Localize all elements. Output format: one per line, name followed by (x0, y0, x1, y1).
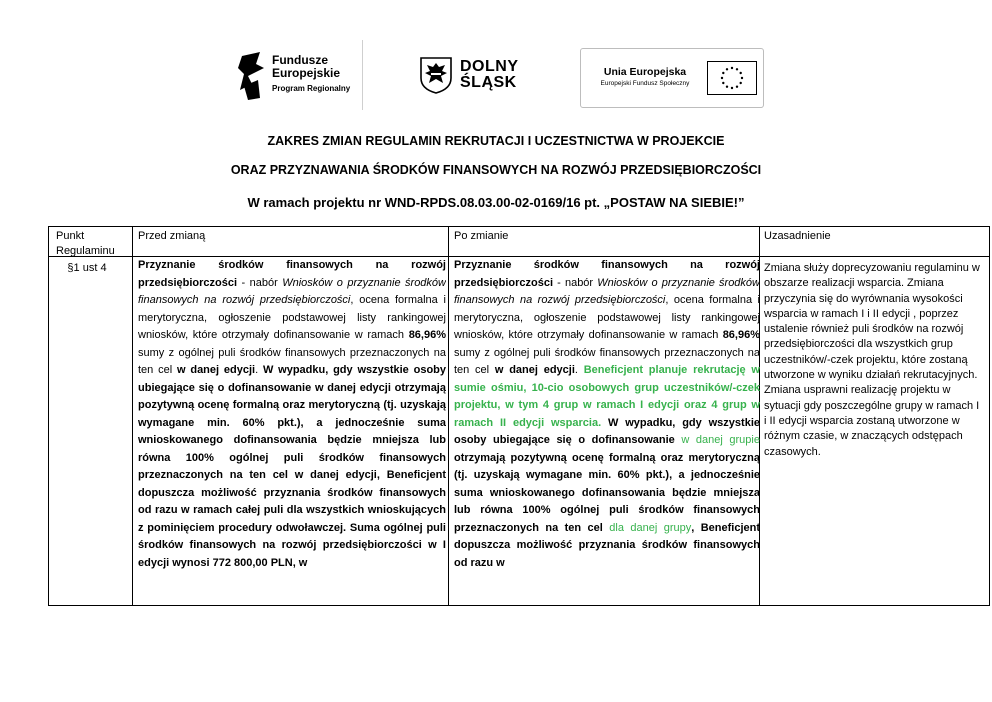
header-after: Po zmianie (454, 230, 509, 242)
row-punkt: §1 ust 4 (67, 262, 107, 274)
dolny-slask-logo (420, 56, 532, 96)
eu-line1: Unia Europejska (603, 66, 687, 78)
before-segment: W wypadku, gdy wszystkie osoby ubiegające się o dofinansowanie w danej edycji otrzymają pozytywną ocenę formalną oraz merytoryczną (tj. uzyskają wymagane min. 60% pkt.), a jednocześnie suma wnioskowanego dofinansowania będzie mniejsza lub równa 100% ogólnej puli środków finansowych przeznaczonych na ten cel w danej edycji, Beneficjent dopuszcza możliwość przyznania środków finansowych od razu w ramach całej puli dla wszystkich wnioskujących z pominięciem procedury odwoławczej. Suma ogólnej puli środków finansowych na rozwój przedsiębiorczości w I edycji wynosi 772 800,00 PLN, w (138, 364, 446, 569)
before-segment: sumy z ogólnej puli środków finansowych przeznaczonych na ten cel (138, 346, 446, 376)
after-segment: 86,96% (722, 329, 760, 341)
document-subtitle: ORAZ PRZYZNAWANIA ŚRODKÓW FINANSOWYCH NA ROZWÓJ PRZEDSIĘBIORCZOŚCI (230, 163, 762, 177)
logo-bar (0, 40, 992, 112)
after-segment: w danej grupie (681, 434, 760, 446)
eagle-crest-icon (420, 56, 452, 94)
header-before: Przed zmianą (138, 230, 206, 242)
column-divider-1 (132, 226, 133, 606)
project-line: W ramach projektu nr WND-RPDS.08.03.00-02-0169/16 pt. „POSTAW NA SIEBIE!” (247, 195, 745, 210)
fe-line3: Program Regionalny (272, 84, 351, 93)
fundusze-europejskie-icon (238, 50, 266, 100)
changes-table (48, 226, 990, 608)
header-punkt: Punkt Regulaminu (56, 230, 115, 257)
table-border-top (48, 226, 990, 227)
ds-line2: ŚLĄSK (460, 74, 517, 91)
before-segment: Przyznanie środków finansowych na rozwój przedsiębiorczości (138, 259, 446, 289)
before-change-text (138, 257, 446, 605)
eu-flag-icon (707, 61, 757, 95)
after-segment: Przyznanie środków finansowych na rozwój przedsiębiorczości (454, 259, 760, 289)
before-segment: . (255, 364, 263, 376)
before-segment: - nabór (237, 276, 283, 289)
after-segment: W wypadku, gdy wszystkie osoby ubiegające się o dofinansowanie (454, 416, 760, 446)
after-segment (601, 417, 608, 429)
after-segment: Beneficjent planuje rekrutację w sumie ośmiu, 10-cio osobowych grup uczestników/-czek projektu, w tym 4 grup w ramach I edycji oraz 4 grup w ramach II edycji wsparcia. (454, 364, 760, 429)
before-segment: 86,96% (408, 329, 446, 341)
after-segment: , Beneficjent dopuszcza możliwość przyznania środków finansowych od razu w (454, 521, 760, 569)
unia-europejska-logo (580, 48, 764, 108)
header-reason: Uzasadnienie (764, 230, 831, 242)
document-title: ZAKRES ZMIAN REGULAMIN REKRUTACJI I UCZESTNICTWA W PROJEKCIE (267, 134, 725, 148)
fundusze-europejskie-logo (228, 40, 363, 110)
before-segment: Wniosków o przyznanie środków finansowych na rozwój przedsiębiorczości (138, 276, 446, 306)
after-segment: , ocena formalna i merytoryczna, ogłoszenie podstawowej listy rankingowej wniosków, które otrzymały dofinansowanie w ramach (454, 294, 760, 341)
after-segment: - nabór (553, 276, 598, 289)
after-change-text (454, 257, 760, 605)
eu-line2: Europejski Fundusz Społeczny (600, 80, 690, 87)
justification-paragraph: Zmiana służy doprecyzowaniu regulaminu w obszarze realizacji wsparcia. Zmiana przyczynia się do wyrównania wysokości wsparcia w ramach I i II edycji , poprzez ustalenie również puli środków na rozwój przedsiębiorczości dla wszystkich grup uczestników/-czek projektu, które zostaną utworzone w wyniku działań rekrutacyjnych. Zmiana usprawni realizację projektu w sytuacji gdy poszczególne grupy w ramach I i II edycji wsparcia zostaną utworzone w różnym czasie, w znaczących odstępach czasowych. (764, 262, 980, 458)
fe-line2: Europejskie (272, 66, 341, 80)
after-segment: . (574, 364, 584, 376)
fe-line1: Fundusze (272, 53, 328, 67)
after-segment: w danej edycji (494, 364, 575, 376)
ds-line1: DOLNY (460, 58, 519, 75)
justification-text (764, 261, 984, 609)
before-segment: w danej edycji (176, 364, 256, 376)
after-segment: dla danej grupy (602, 521, 692, 534)
before-segment: , ocena formalna i merytoryczna, ogłoszenie podstawowej listy rankingowej wniosków, które otrzymały dofinansowanie w ramach (138, 294, 446, 341)
table-border-right (989, 226, 990, 606)
after-segment: sumy z ogólnej puli środków finansowych przeznaczonych na ten cel (454, 346, 760, 376)
column-divider-2 (448, 226, 449, 606)
after-segment: Wniosków o przyznanie środków finansowych na rozwój przedsiębiorczości (454, 276, 760, 306)
after-segment: otrzymają pozytywną ocenę formalną oraz merytoryczną (tj. uzyskają wymagane min. 60% pkt.), a jednocześnie suma wnioskowanego dofinansowania będzie mniejsza lub równa 100% ogólnej puli środków finansowych przeznaczonych na ten cel (454, 451, 760, 534)
table-border-left (48, 226, 49, 606)
